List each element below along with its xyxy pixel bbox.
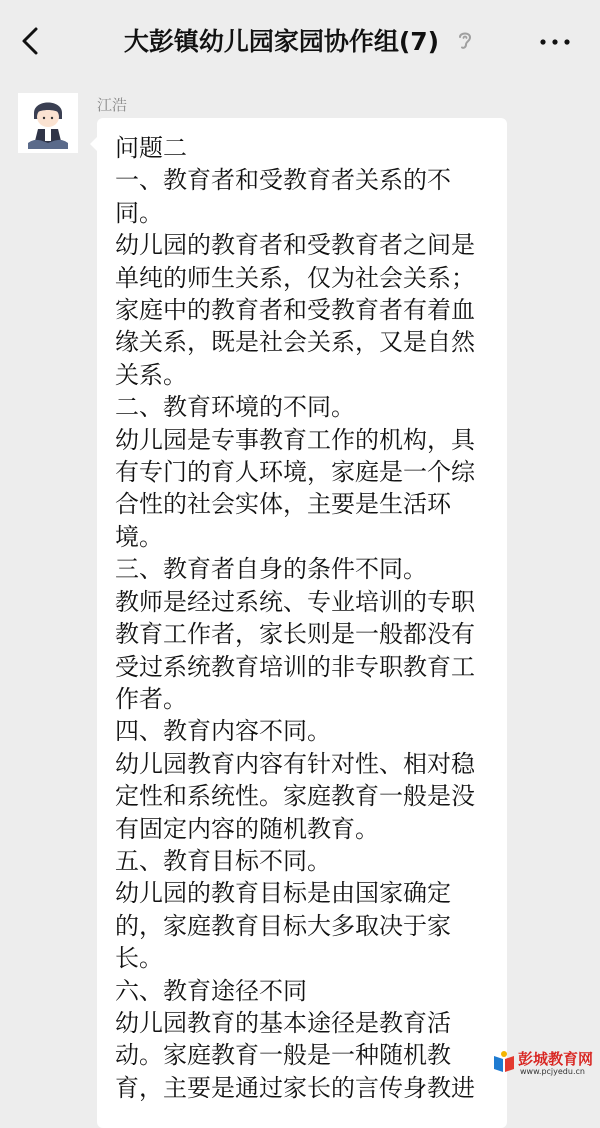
cartoon-boy-avatar: [18, 93, 78, 153]
watermark-url: www.pcjyedu.cn: [520, 1067, 585, 1076]
sender-name: 江浩: [97, 96, 128, 114]
more-button[interactable]: [538, 30, 572, 54]
ear-icon: [454, 29, 476, 51]
title-area: [0, 22, 600, 62]
message-bubble[interactable]: [97, 118, 507, 1128]
more-dots-icon: [538, 30, 572, 54]
avatar[interactable]: [18, 93, 78, 153]
chat-header: [0, 0, 600, 84]
watermark-name: 彭城教育网: [518, 1050, 594, 1068]
chat-title: 大彭镇幼儿园家园协作组(7): [123, 27, 440, 56]
book-logo-icon: [492, 1050, 516, 1074]
watermark: [492, 1046, 596, 1078]
message-text: 问题二 一、教育者和受教育者关系的不同。 幼儿园的教育者和受教育者之间是单纯的师生关系，仅为社会关系；家庭中的教育者和受教育者有着血缘关系，既是社会关系，又是自然关系。 二、教育环境的不同。 幼儿园是专事教育工作的机构，具有专门的育人环境，家庭是一个综合性的社会实体，主要是生活环境。 三、教育者自身的条件不同。 教师是经过系统、专业培训的专职教育工作者，家长则是一般都没有受过系统教育培训的非专职教育工作者。 四、教育内容不同。 幼儿园教育内容有针对性、相对稳定性和系统性。家庭教育一般是没有固定内容的随机教育。 五、教育目标不同。 幼儿园的教育目标是由国家确定的，家庭教育目标大多取决于家长。 六、教育途径不同 幼儿园教育的基本途径是教育活动。家庭教育一般是一种随机教育，主要是通过家长的言传身教进: [115, 134, 475, 1102]
